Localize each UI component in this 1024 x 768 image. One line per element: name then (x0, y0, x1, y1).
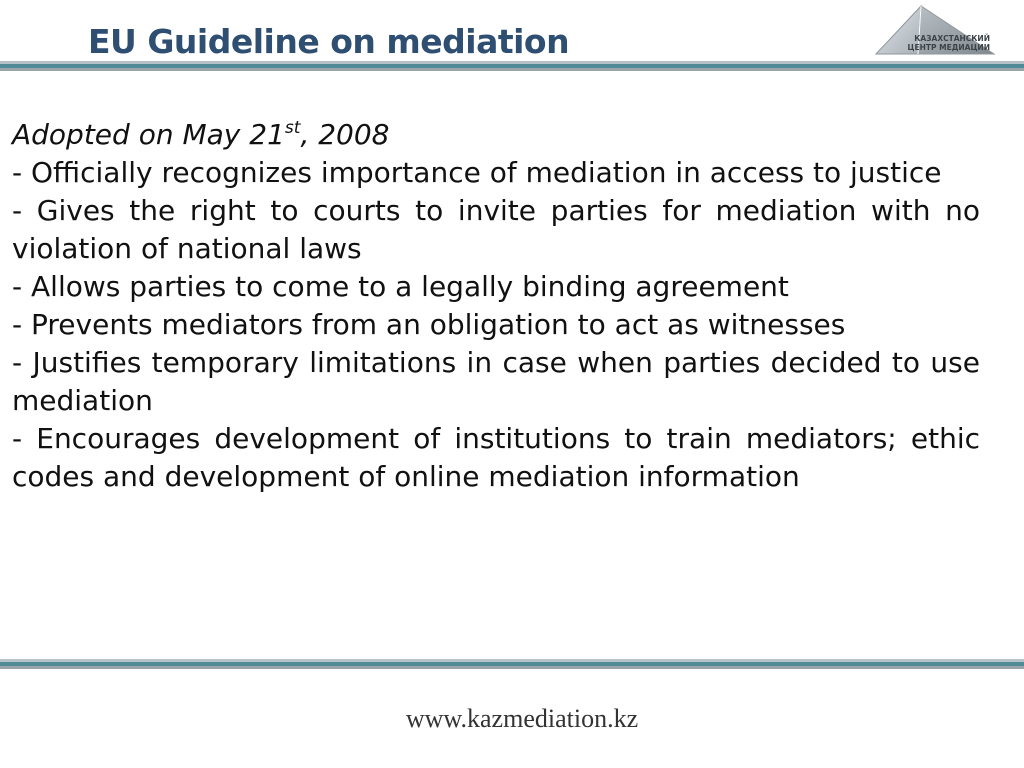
bullet-item: - Gives the right to courts to invite parties for mediation with no violation of national laws (12, 194, 980, 265)
logo-text-line2: ЦЕНТР МЕДИАЦИИ (907, 43, 990, 52)
adopted-ordinal-suffix: st (284, 118, 301, 138)
logo-text-line1: КАЗАХСТАНСКИЙ (914, 34, 990, 43)
adopted-date-line (12, 116, 980, 154)
adopted-year: , 2008 (300, 118, 390, 151)
slide-title: EU Guideline on mediation (88, 22, 570, 61)
bullet-item: - Justifies temporary limitations in case when parties decided to use mediation (12, 346, 980, 417)
bullet-item: - Allows parties to come to a legally binding agreement (12, 270, 789, 303)
kazakhstan-mediation-center-logo (874, 4, 996, 58)
bullet-item: - Prevents mediators from an obligation to act as witnesses (12, 308, 846, 341)
footer-divider (0, 659, 1024, 669)
header-divider (0, 61, 1024, 71)
footer-website-url: www.kazmediation.kz (405, 704, 639, 733)
bullet-item: - Officially recognizes importance of mediation in access to justice (12, 156, 942, 189)
bullet-item: - Encourages development of institutions to train mediators; ethic codes and development of online mediation information (12, 422, 980, 493)
adopted-prefix: Adopted on May 21 (12, 118, 285, 151)
slide-body (12, 116, 980, 496)
